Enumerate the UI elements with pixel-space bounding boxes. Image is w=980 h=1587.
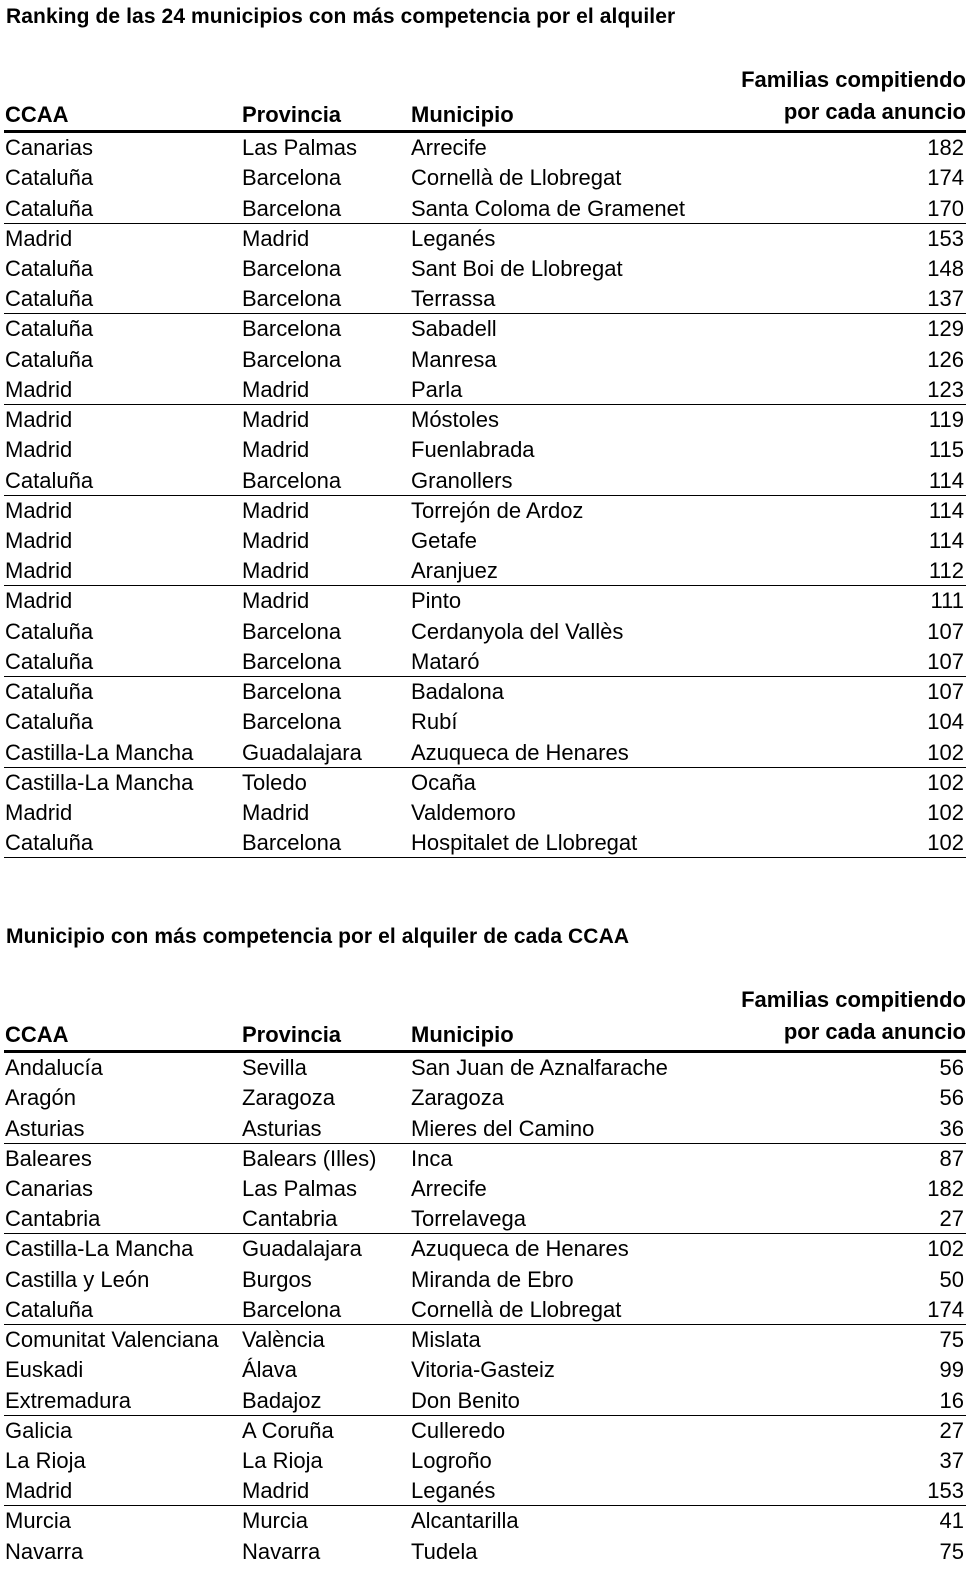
cell-provincia: Barcelona bbox=[242, 256, 342, 282]
cell-ccaa: Madrid bbox=[5, 1478, 73, 1504]
table-row bbox=[4, 647, 966, 677]
table-header bbox=[4, 984, 966, 1053]
cell-provincia: Madrid bbox=[242, 437, 310, 463]
cell-familias: 104 bbox=[927, 709, 964, 735]
cell-provincia: Barcelona bbox=[242, 467, 342, 493]
cell-ccaa: Navarra bbox=[5, 1538, 84, 1564]
table-row bbox=[4, 466, 966, 496]
cell-familias: 182 bbox=[927, 1176, 964, 1202]
cell-familias: 153 bbox=[927, 225, 964, 251]
table-row bbox=[4, 163, 966, 193]
cell-familias: 112 bbox=[928, 558, 964, 584]
table-row bbox=[4, 828, 966, 858]
cell-municipio: Rubí bbox=[411, 709, 458, 735]
cell-provincia: Burgos bbox=[242, 1266, 312, 1292]
header-ccaa: CCAA bbox=[5, 1022, 69, 1047]
cell-familias: 56 bbox=[939, 1055, 964, 1080]
cell-municipio: Torrelavega bbox=[411, 1206, 526, 1232]
cell-familias: 37 bbox=[939, 1448, 964, 1474]
cell-familias: 102 bbox=[927, 830, 964, 856]
table-row bbox=[4, 224, 966, 254]
cell-municipio: Mislata bbox=[411, 1327, 481, 1353]
cell-ccaa: Euskadi bbox=[5, 1357, 84, 1383]
cell-provincia: Madrid bbox=[242, 528, 310, 554]
cell-familias: 129 bbox=[927, 316, 964, 342]
cell-municipio: Inca bbox=[411, 1145, 453, 1171]
cell-provincia: València bbox=[242, 1327, 325, 1353]
table-row bbox=[4, 345, 966, 375]
cell-provincia: Álava bbox=[242, 1357, 298, 1383]
cell-provincia: Las Palmas bbox=[242, 135, 357, 160]
cell-provincia: Badajoz bbox=[242, 1387, 322, 1413]
cell-municipio: Culleredo bbox=[411, 1417, 506, 1443]
cell-familias: 174 bbox=[927, 165, 964, 191]
cell-provincia: Madrid bbox=[242, 497, 310, 523]
ranking-table bbox=[4, 64, 966, 858]
table-body bbox=[4, 133, 966, 858]
cell-ccaa: Canarias bbox=[5, 1176, 94, 1202]
cell-familias: 50 bbox=[939, 1266, 964, 1292]
cell-provincia: Guadalajara bbox=[242, 1236, 362, 1262]
cell-provincia: Barcelona bbox=[242, 618, 342, 644]
cell-ccaa: Cataluña bbox=[5, 195, 94, 221]
cell-ccaa: La Rioja bbox=[5, 1448, 86, 1474]
cell-ccaa: Comunitat Valenciana bbox=[5, 1327, 219, 1353]
cell-ccaa: Cataluña bbox=[5, 256, 94, 282]
cell-ccaa: Extremadura bbox=[5, 1387, 131, 1413]
cell-ccaa: Baleares bbox=[5, 1145, 92, 1171]
cell-ccaa: Murcia bbox=[5, 1508, 72, 1534]
cell-familias: 41 bbox=[939, 1508, 964, 1534]
cell-familias: 174 bbox=[927, 1297, 964, 1323]
cell-provincia: Barcelona bbox=[242, 709, 342, 735]
cell-familias: 115 bbox=[928, 437, 964, 463]
cell-familias: 137 bbox=[927, 286, 964, 312]
cell-ccaa: Castilla y León bbox=[5, 1266, 150, 1292]
cell-municipio: Azuqueca de Henares bbox=[411, 1236, 629, 1262]
table-header bbox=[4, 64, 966, 133]
header-familias-line1: Familias compitiendo bbox=[741, 67, 966, 92]
cell-municipio: Tudela bbox=[411, 1538, 478, 1564]
cell-municipio: San Juan de Aznalfarache bbox=[411, 1055, 668, 1080]
cell-provincia: Madrid bbox=[242, 1478, 310, 1504]
cell-ccaa: Castilla-La Mancha bbox=[5, 769, 194, 795]
cell-municipio: Torrejón de Ardoz bbox=[411, 497, 584, 523]
cell-familias: 114 bbox=[928, 528, 964, 554]
cell-ccaa: Cataluña bbox=[5, 467, 94, 493]
cell-municipio: Mataró bbox=[411, 649, 480, 675]
header-familias-line1: Familias compitiendo bbox=[741, 987, 966, 1012]
table-row bbox=[4, 133, 966, 163]
cell-provincia: Barcelona bbox=[242, 830, 342, 856]
cell-familias: 99 bbox=[939, 1357, 964, 1383]
cell-municipio: Arrecife bbox=[411, 1176, 487, 1202]
cell-familias: 87 bbox=[939, 1145, 964, 1171]
cell-familias: 114 bbox=[928, 467, 964, 493]
ccaa-table bbox=[4, 984, 966, 1567]
cell-ccaa: Madrid bbox=[5, 225, 73, 251]
header-familias bbox=[741, 64, 966, 128]
cell-familias: 102 bbox=[927, 769, 964, 795]
cell-provincia: Barcelona bbox=[242, 165, 342, 191]
cell-municipio: Logroño bbox=[411, 1448, 492, 1474]
cell-provincia: Las Palmas bbox=[242, 1176, 357, 1202]
cell-ccaa: Madrid bbox=[5, 528, 73, 554]
cell-provincia: Madrid bbox=[242, 800, 310, 826]
cell-provincia: Zaragoza bbox=[242, 1085, 335, 1111]
table-row bbox=[4, 284, 966, 314]
cell-municipio: Azuqueca de Henares bbox=[411, 739, 629, 765]
header-familias-line2: por cada anuncio bbox=[783, 99, 966, 124]
cell-ccaa: Madrid bbox=[5, 377, 73, 403]
cell-ccaa: Castilla-La Mancha bbox=[5, 739, 194, 765]
cell-familias: 27 bbox=[939, 1417, 964, 1443]
table-row bbox=[4, 496, 966, 526]
table-row bbox=[4, 314, 966, 344]
header-municipio: Municipio bbox=[411, 102, 514, 127]
cell-ccaa: Cataluña bbox=[5, 286, 94, 312]
table2-title: Municipio con más competencia por el alquiler de cada CCAA bbox=[6, 925, 630, 948]
table-row bbox=[4, 1537, 966, 1567]
cell-ccaa: Madrid bbox=[5, 497, 73, 523]
table-row bbox=[4, 1386, 966, 1416]
cell-ccaa: Cataluña bbox=[5, 165, 94, 191]
cell-ccaa: Cataluña bbox=[5, 830, 94, 856]
cell-municipio: Don Benito bbox=[411, 1387, 520, 1413]
cell-provincia: Madrid bbox=[242, 588, 310, 614]
table-row bbox=[4, 1446, 966, 1476]
cell-familias: 102 bbox=[927, 800, 964, 826]
table-row bbox=[4, 194, 966, 224]
cell-municipio: Leganés bbox=[411, 1478, 496, 1504]
table-body bbox=[4, 1053, 966, 1567]
cell-municipio: Sabadell bbox=[411, 316, 497, 342]
cell-municipio: Vitoria-Gasteiz bbox=[411, 1357, 555, 1383]
cell-municipio: Santa Coloma de Gramenet bbox=[411, 195, 685, 221]
cell-ccaa: Madrid bbox=[5, 407, 73, 433]
cell-ccaa: Andalucía bbox=[5, 1055, 103, 1080]
cell-provincia: Asturias bbox=[242, 1115, 322, 1141]
table-row bbox=[4, 1355, 966, 1385]
cell-municipio: Cornellà de Llobregat bbox=[411, 1297, 622, 1323]
header-provincia: Provincia bbox=[242, 1022, 342, 1047]
cell-provincia: Murcia bbox=[242, 1508, 309, 1534]
cell-familias: 75 bbox=[939, 1538, 964, 1564]
cell-familias: 36 bbox=[939, 1115, 964, 1141]
cell-provincia: Cantabria bbox=[242, 1206, 338, 1232]
cell-provincia: Navarra bbox=[242, 1538, 321, 1564]
cell-provincia: Guadalajara bbox=[242, 739, 362, 765]
table-row bbox=[4, 556, 966, 586]
cell-ccaa: Castilla-La Mancha bbox=[5, 1236, 194, 1262]
cell-provincia: A Coruña bbox=[242, 1417, 334, 1443]
cell-provincia: Barcelona bbox=[242, 649, 342, 675]
cell-familias: 107 bbox=[927, 679, 964, 705]
cell-municipio: Móstoles bbox=[411, 407, 500, 433]
table-row bbox=[4, 707, 966, 737]
cell-ccaa: Cataluña bbox=[5, 618, 94, 644]
table-row bbox=[4, 1053, 966, 1083]
cell-municipio: Granollers bbox=[411, 467, 513, 493]
cell-municipio: Parla bbox=[411, 377, 463, 403]
cell-provincia: Barcelona bbox=[242, 316, 342, 342]
cell-familias: 107 bbox=[927, 618, 964, 644]
cell-familias: 182 bbox=[927, 135, 964, 160]
cell-municipio: Valdemoro bbox=[411, 800, 516, 826]
table-row bbox=[4, 1083, 966, 1113]
cell-municipio: Alcantarilla bbox=[411, 1508, 519, 1534]
cell-provincia: Madrid bbox=[242, 407, 310, 433]
cell-ccaa: Cataluña bbox=[5, 649, 94, 675]
cell-familias: 111 bbox=[930, 588, 964, 614]
cell-municipio: Cornellà de Llobregat bbox=[411, 165, 622, 191]
table-row bbox=[4, 1265, 966, 1295]
cell-ccaa: Cantabria bbox=[5, 1206, 101, 1232]
cell-municipio: Hospitalet de Llobregat bbox=[411, 830, 638, 856]
cell-familias: 27 bbox=[939, 1206, 964, 1232]
cell-familias: 153 bbox=[927, 1478, 964, 1504]
cell-municipio: Arrecife bbox=[411, 135, 487, 160]
cell-ccaa: Madrid bbox=[5, 558, 73, 584]
cell-familias: 16 bbox=[939, 1387, 964, 1413]
cell-municipio: Terrassa bbox=[411, 286, 496, 312]
cell-ccaa: Cataluña bbox=[5, 679, 94, 705]
header-familias bbox=[741, 984, 966, 1048]
cell-familias: 75 bbox=[939, 1327, 964, 1353]
cell-ccaa: Cataluña bbox=[5, 1297, 94, 1323]
cell-provincia: Madrid bbox=[242, 558, 310, 584]
cell-familias: 123 bbox=[927, 377, 964, 403]
cell-municipio: Miranda de Ebro bbox=[411, 1266, 574, 1292]
cell-familias: 148 bbox=[927, 256, 964, 282]
cell-provincia: Balears (Illes) bbox=[242, 1145, 377, 1171]
cell-municipio: Badalona bbox=[411, 679, 504, 705]
header-provincia: Provincia bbox=[242, 102, 342, 127]
cell-municipio: Aranjuez bbox=[411, 558, 498, 584]
cell-ccaa: Cataluña bbox=[5, 346, 94, 372]
cell-familias: 56 bbox=[939, 1085, 964, 1111]
cell-provincia: Barcelona bbox=[242, 1297, 342, 1323]
table-row bbox=[4, 1325, 966, 1355]
cell-ccaa: Canarias bbox=[5, 135, 94, 160]
table-row bbox=[4, 526, 966, 556]
table-row bbox=[4, 768, 966, 798]
cell-familias: 114 bbox=[928, 497, 964, 523]
cell-ccaa: Cataluña bbox=[5, 316, 94, 342]
cell-familias: 102 bbox=[927, 1236, 964, 1262]
cell-provincia: Barcelona bbox=[242, 195, 342, 221]
cell-municipio: Sant Boi de Llobregat bbox=[411, 256, 623, 282]
table-row bbox=[4, 1506, 966, 1536]
cell-municipio: Ocaña bbox=[411, 769, 476, 795]
cell-familias: 170 bbox=[927, 195, 964, 221]
cell-municipio: Mieres del Camino bbox=[411, 1115, 595, 1141]
cell-ccaa: Madrid bbox=[5, 588, 73, 614]
cell-provincia: Sevilla bbox=[242, 1055, 307, 1080]
table-row bbox=[4, 738, 966, 768]
cell-ccaa: Madrid bbox=[5, 437, 73, 463]
cell-ccaa: Galicia bbox=[5, 1417, 73, 1443]
cell-municipio: Pinto bbox=[411, 588, 462, 614]
table-row bbox=[4, 1234, 966, 1264]
cell-provincia: Barcelona bbox=[242, 346, 342, 372]
table-row bbox=[4, 1144, 966, 1174]
cell-ccaa: Cataluña bbox=[5, 709, 94, 735]
table-row bbox=[4, 375, 966, 405]
table-row bbox=[4, 1416, 966, 1446]
cell-familias: 107 bbox=[927, 649, 964, 675]
table-row bbox=[4, 1476, 966, 1506]
cell-municipio: Getafe bbox=[411, 528, 478, 554]
cell-municipio: Manresa bbox=[411, 346, 497, 372]
cell-provincia: Madrid bbox=[242, 225, 310, 251]
cell-provincia: Madrid bbox=[242, 377, 310, 403]
cell-provincia: Toledo bbox=[242, 769, 307, 795]
table-row bbox=[4, 1114, 966, 1144]
header-ccaa: CCAA bbox=[5, 102, 69, 127]
cell-ccaa: Asturias bbox=[5, 1115, 85, 1141]
cell-ccaa: Aragón bbox=[5, 1085, 76, 1111]
table-row bbox=[4, 798, 966, 828]
cell-familias: 119 bbox=[928, 407, 964, 433]
cell-provincia: Barcelona bbox=[242, 286, 342, 312]
table-row bbox=[4, 1204, 966, 1234]
cell-municipio: Leganés bbox=[411, 225, 496, 251]
cell-municipio: Zaragoza bbox=[411, 1085, 504, 1111]
cell-municipio: Cerdanyola del Vallès bbox=[411, 618, 624, 644]
table-row bbox=[4, 254, 966, 284]
cell-familias: 102 bbox=[927, 739, 964, 765]
table-row bbox=[4, 677, 966, 707]
cell-familias: 126 bbox=[927, 346, 964, 372]
cell-municipio: Fuenlabrada bbox=[411, 437, 535, 463]
table-row bbox=[4, 617, 966, 647]
table-row bbox=[4, 1295, 966, 1325]
table-row bbox=[4, 405, 966, 435]
table1-title: Ranking de las 24 municipios con más competencia por el alquiler bbox=[6, 5, 676, 28]
header-municipio: Municipio bbox=[411, 1022, 514, 1047]
cell-ccaa: Madrid bbox=[5, 800, 73, 826]
header-familias-line2: por cada anuncio bbox=[783, 1019, 966, 1044]
cell-provincia: La Rioja bbox=[242, 1448, 323, 1474]
table-row bbox=[4, 1174, 966, 1204]
cell-provincia: Barcelona bbox=[242, 679, 342, 705]
table-row bbox=[4, 586, 966, 616]
table-row bbox=[4, 435, 966, 465]
